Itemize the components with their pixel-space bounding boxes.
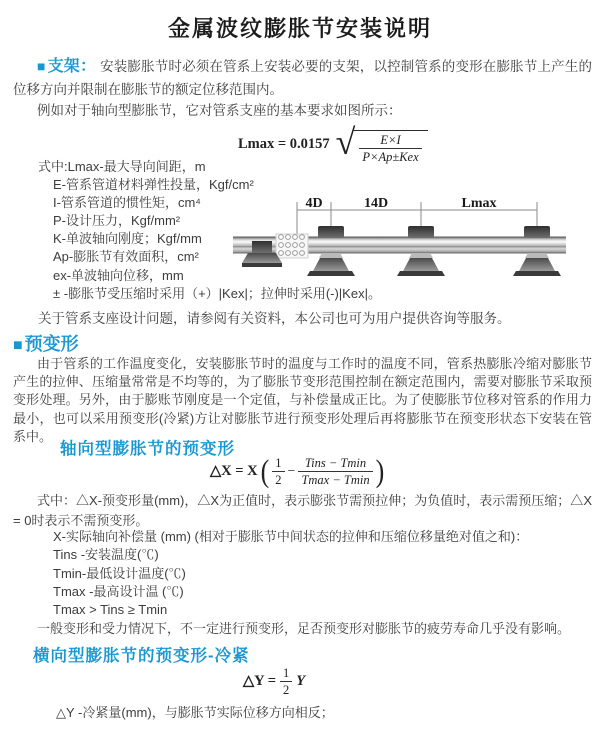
definition-line: Ap-膨胀节有效面积，cm² [53,249,199,265]
radical-symbol-icon: √ [335,122,356,162]
temp-numerator: Tins − Tmin [298,456,372,472]
lateral-heading: 横向型膨胀节的预变形-冷紧 [33,647,250,665]
predeform-heading [13,330,79,356]
support-example-line: 例如对于轴向型膨胀节，它对管系支座的基本要求如图所示： [37,103,402,118]
support-paragraph [13,55,592,101]
definition-line: 式中:Lmax-最大导向间距，m [38,159,206,174]
formula-axial-lhs: △X = X [210,463,258,480]
term-line: Tmin-最低设计温度(℃) [53,565,186,581]
definition-line: P-设计压力，Kgf/mm² [53,213,181,229]
temp-fraction [298,456,372,488]
support-heading: 支架： [47,58,97,75]
page-title: 金属波纹膨胀节安装说明 [167,16,432,41]
half-denominator: 2 [282,683,290,698]
formula-lateral [243,666,305,698]
term-line: Tmax -最高设计温 (℃) [53,583,184,599]
pipe-support-diagram [230,192,575,288]
formula-lmax-numerator: E×I [359,133,421,149]
lateral-note: △Y -冷紧量(mm)，与膨胀节实际位移方向相反； [56,705,334,720]
half-fraction [280,666,292,698]
predeform-body: 由于管系的工作温度变化，安装膨胀节时的温度与工作时的温度不同，管系热膨胀冷缩对膨胀节产生的拉伸、压缩量常常是不均等的，为了膨胀节变形范围控制在额定范围内，需要对膨胀节采取预变形处理。另外，由于膨账节刚度是一个定值，与补偿量成正比。为了使膨胀节位移对管系的作用力最小，也可以采用预变形(冷紧)方让对膨胀节进行预变形处理后再将膨胀节在预变形状态下安装在管系中。 [13,356,592,444]
definition-line: ex-单波轴向位移，mm [53,267,184,283]
support-section-label [37,58,96,75]
dim-label-14d: 14D [363,196,389,211]
half-numerator: 1 [280,666,292,682]
formula-lmax-denominator: P×Ap±Kex [362,150,419,165]
minus-operator: − [287,463,296,479]
formula-lmax-lhs: Lmax = 0.0157 [238,135,330,152]
predeform-heading-text: 预变形 [24,334,79,354]
definition-line: I-管系管道的惯性矩，cm⁴ [53,195,201,211]
half-denominator: 2 [275,473,282,488]
axial-heading: 轴向型膨胀节的预变形 [60,440,235,458]
section-marker-icon: ■ [13,337,23,354]
definition-line: ± -膨胀节受压缩时采用（+）|Kex|；拉伸时采用(-)|Kex|。 [53,285,381,301]
dim-label-4d: 4D [305,196,323,211]
term-line: Tins -安装温度(℃) [53,547,159,563]
temp-denominator: Tmax − Tmin [301,473,370,488]
open-paren: ( [260,453,270,489]
definition-line: E-管系管道材料弹性投量，Kgf/cm² [53,177,254,193]
formula-axial [210,453,385,489]
term-line: X-实际轴向补偿量 (mm) (相对于膨胀节中间状态的拉伸和压缩位移量绝对值之和)： [53,529,529,544]
section-marker-icon: ■ [37,58,46,74]
support-note: 关于管系支座设计问题，请参阅有关资料，本公司也可为用户提供咨询等服务。 [38,311,511,326]
close-paren: ) [375,453,385,489]
half-numerator: 1 [272,456,284,472]
support-intro-text: 安装膨胀节时必须在管系上安装必要的支架，以控制管系的变形在膨胀节上产生的位移方向并限制在膨胀节的额定位移范围内。 [13,59,592,97]
axial-terms [53,528,528,619]
axial-explain: 式中：△X-预变形量(mm)，△X为正值时，表示膨张节需预拉伸；为负值时，表示需预压缩；△X = 0时表示不需预变形。 [13,493,592,528]
definition-line: K-单波轴向刚度；Kgf/mm [53,231,202,247]
term-line: Tmax > Tins ≥ Tmin [53,602,168,618]
formula-lateral-lhs: △Y = [243,673,276,690]
half-fraction [272,456,284,488]
bellows-icon [276,234,308,258]
axial-note: 一般变形和受力情况下，不一定进行预变形，足否预变形对膨胀节的疲劳寿命几乎没有影响。 [37,621,571,636]
dim-label-lmax: Lmax [461,196,497,211]
formula-lateral-var: Y [296,673,306,690]
